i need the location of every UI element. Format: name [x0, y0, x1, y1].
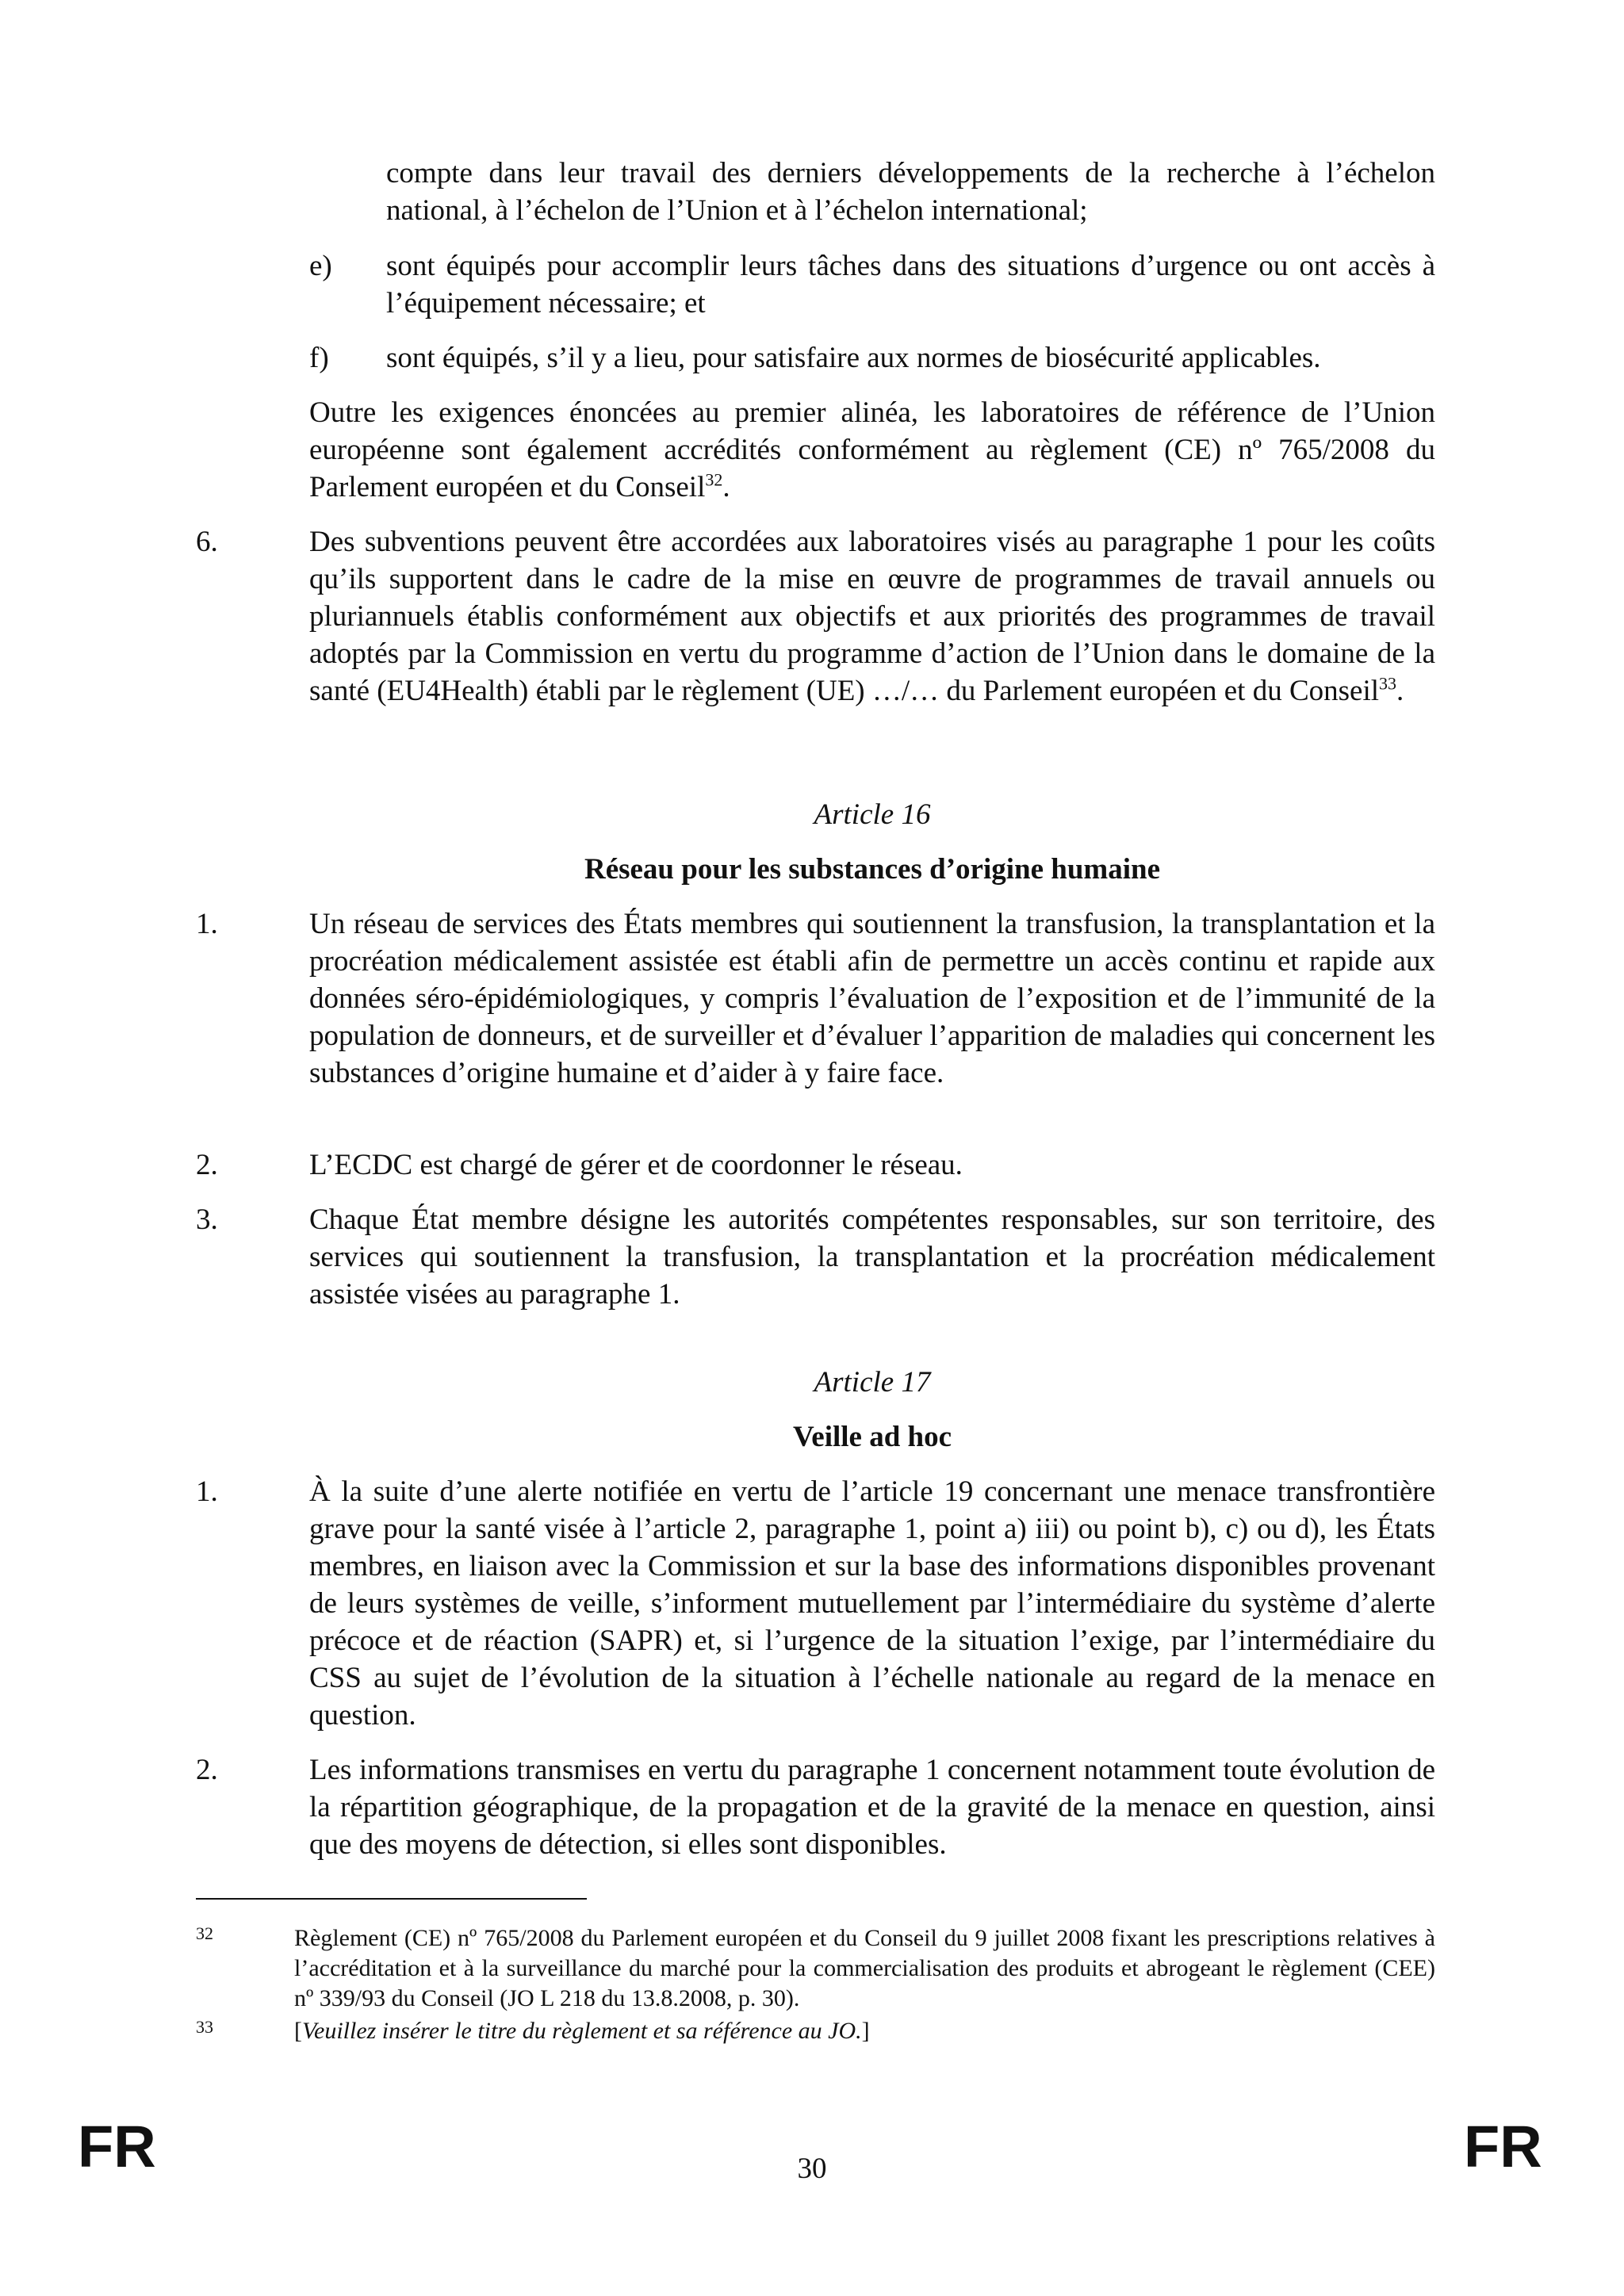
article-17-p1-number: 1.: [196, 1475, 218, 1508]
article-16-title: Réseau pour les substances d’origine humaine: [584, 853, 1161, 886]
footnote-separator: [196, 1898, 587, 1900]
article-17-p2-text: Les informations transmises en vertu du paragraphe 1 concernent notamment toute évolution de la répartition géographique, de la propagation et de la gravité de la menace en question, ainsi que des moyens de détection, si elles sont disponibles.: [309, 1754, 1435, 1861]
article-16-label: Article 16: [814, 798, 931, 831]
item-d-continuation: compte dans leur travail des derniers développements de la recherche à l’échelon national, à l’échelon de l’Union et à l’échelon international;: [386, 157, 1435, 227]
paragraph-6-text: Des subventions peuvent être accordées aux laboratoires visés au paragraphe 1 pour les coûts qu’ils supportent dans le cadre de la mise en œuvre de programmes de travail annuels ou pluriannuels établis conformément aux objectifs et aux priorités des programmes de travail adoptés par la Commission en vertu du programme d’action de l’Union dans le domaine de la santé (EU4Health) établi par le règlement (UE) …/… du Parlement européen et du Conseil$^{33}$.: [309, 526, 1435, 707]
article-16-p2-text: L’ECDC est chargé de gérer et de coordonner le réseau.: [309, 1149, 963, 1181]
item-e-text: sont équipés pour accomplir leurs tâches dans des situations d’urgence ou ont accès à l’équipement nécessaire; et: [386, 250, 1435, 320]
article-16-p3-number: 3.: [196, 1203, 218, 1236]
footnote-33-text: [Veuillez insérer le titre du règlement et sa référence au JO.]: [294, 2018, 870, 2044]
article-16-p2-number: 2.: [196, 1149, 218, 1181]
article-16-p1-text: Un réseau de services des États membres qui soutiennent la transfusion, la transplantation et la procréation médicalement assistée est établi afin de permettre un accès continu et rapide aux données séro-épidémiologiques, y compris l’évaluation de l’exposition et de l’immunité de la population de donneurs, et de surveiller et d’évaluer l’apparition de maladies qui concernent les substances d’origine humaine et d’aider à y faire face.: [309, 908, 1435, 1089]
item-e-label: e): [309, 250, 332, 282]
article-17-p1-text: À la suite d’une alerte notifiée en vertu de l’article 19 concernant une menace transfrontière grave pour la santé visée à l’article 2, paragraphe 1, point a) iii) ou point b), c) ou d), les États membres, en liaison avec la Commission et sur la base des informations disponibles provenant de leurs systèmes de veille, s’informent mutuellement par l’intermédiaire du système d’alerte précoce et de réaction (SAPR) et, si l’urgence de la situation l’exige, par l’intermédiaire du CSS au sujet de l’évolution de la situation à l’échelle nationale au regard de la menace en question.: [309, 1475, 1435, 1732]
article-17-label: Article 17: [814, 1366, 931, 1399]
footnote-ref-33[interactable]: 33: [1379, 673, 1397, 694]
paragraph-accreditation: Outre les exigences énoncées au premier alinéa, les laboratoires de référence de l’Union européenne sont également accrédités conformément au règlement (CE) nº 765/2008 du Parlement européen et du Conseil$^{32}$.: [309, 396, 1435, 503]
article-17-title: Veille ad hoc: [792, 1421, 952, 1453]
article-16-p3-text: Chaque État membre désigne les autorités compétentes responsables, sur son territoire, des services qui soutiennent la transfusion, la transplantation et la procréation médicalement assistée visées au paragraphe 1.: [309, 1203, 1435, 1311]
article-17-p2-number: 2.: [196, 1754, 218, 1786]
item-f-text: sont équipés, s’il y a lieu, pour satisfaire aux normes de biosécurité applicables.: [386, 342, 1321, 374]
page-number: 30: [797, 2152, 827, 2185]
footnote-32-text: Règlement (CE) nº 765/2008 du Parlement européen et du Conseil du 9 juillet 2008 fixant les prescriptions relatives à l’accréditation et à la surveillance du marché pour la commercialisation des produits et abrogeant le règlement (CEE) nº 339/93 du Conseil (JO L 218 du 13.8.2008, p. 30).: [294, 1925, 1435, 2011]
footnote-ref-32[interactable]: 32: [705, 469, 723, 490]
footer-language-left: FR: [78, 2114, 156, 2179]
paragraph-6-number: 6.: [196, 526, 218, 558]
footnote-33-number: 33: [196, 2017, 213, 2037]
footer-language-right: FR: [1464, 2114, 1542, 2179]
article-16-p1-number: 1.: [196, 908, 218, 940]
footnote-32-number: 32: [196, 1923, 213, 1943]
item-f-label: f): [309, 342, 329, 374]
